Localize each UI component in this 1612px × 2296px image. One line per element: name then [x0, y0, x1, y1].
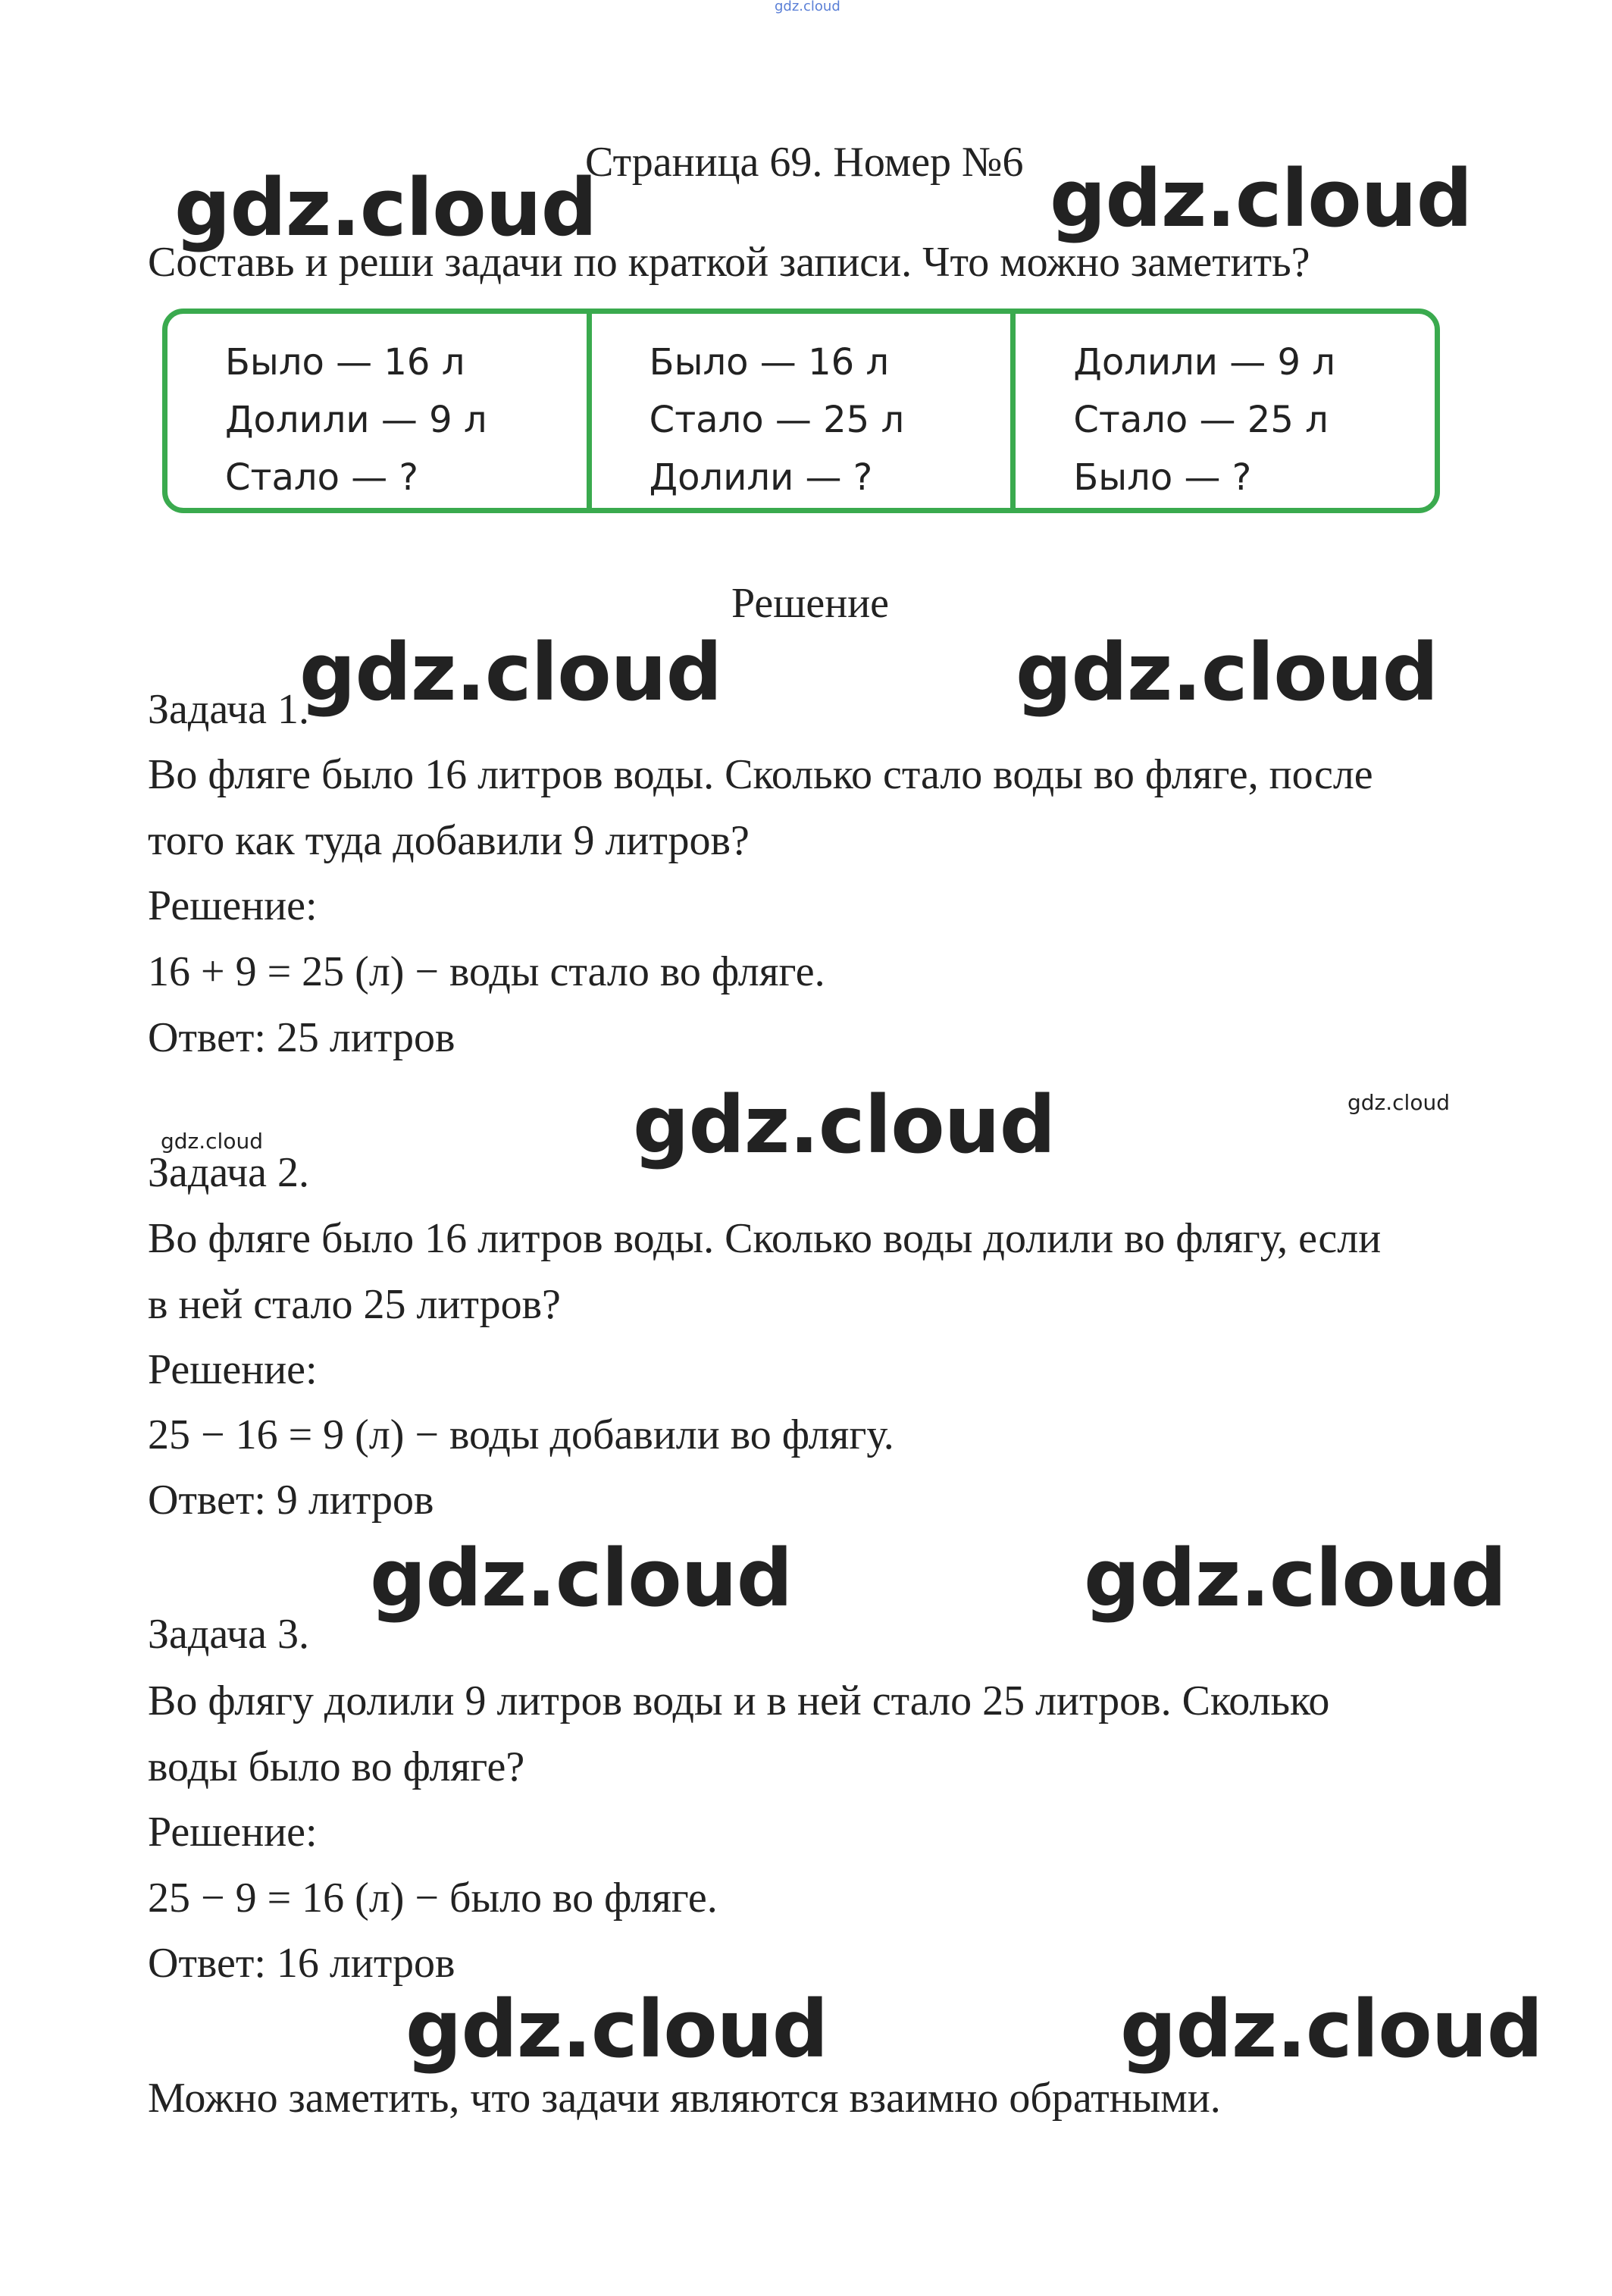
- task-2-answer: Ответ: 9 литров: [148, 1477, 434, 1524]
- watermark: gdz.cloud: [299, 626, 722, 719]
- task-3-answer: Ответ: 16 литров: [148, 1940, 455, 1987]
- watermark: gdz.cloud: [1050, 152, 1473, 245]
- watermark: gdz.cloud: [370, 1532, 793, 1624]
- watermark-small: gdz.cloud: [1348, 1090, 1450, 1115]
- task-1-solution-label: Решение:: [148, 882, 318, 929]
- note-line: Было — 16 л: [225, 341, 465, 384]
- watermark: gdz.cloud: [1120, 1983, 1543, 2075]
- note-line: Долили — 9 л: [225, 399, 487, 441]
- task-1-title: Задача 1.: [148, 686, 310, 733]
- watermark: gdz.cloud: [174, 161, 597, 254]
- watermark: gdz.cloud: [633, 1079, 1056, 1171]
- task-1-line: Во фляге было 16 литров воды. Сколько стало воды во фляге, после: [148, 751, 1373, 798]
- watermark-small: gdz.cloud: [161, 1129, 263, 1154]
- watermark: gdz.cloud: [1016, 626, 1438, 719]
- note-line: Стало — ?: [225, 456, 418, 499]
- watermark-top: gdz.cloud: [775, 0, 840, 14]
- task-2-line: Во фляге было 16 литров воды. Сколько воды долили во флягу, если: [148, 1215, 1382, 1262]
- task-3-solution-label: Решение:: [148, 1809, 318, 1856]
- note-line: Стало — 25 л: [1073, 399, 1329, 441]
- note-line: Долили — 9 л: [1073, 341, 1335, 384]
- solution-heading: Решение: [731, 580, 890, 627]
- task-2-title: Задача 2.: [148, 1149, 310, 1196]
- note-line: Стало — 25 л: [649, 399, 905, 441]
- task-3-title: Задача 3.: [148, 1611, 310, 1658]
- conclusion: Можно заметить, что задачи являются взаимно обратными.: [148, 2075, 1221, 2122]
- watermark: gdz.cloud: [405, 1983, 828, 2075]
- short-note-3: [1010, 314, 1435, 508]
- task-1-answer: Ответ: 25 литров: [148, 1014, 455, 1061]
- task-3-equation: 25 − 9 = 16 (л) − было во фляге.: [148, 1875, 718, 1922]
- task-3-line: Во флягу долили 9 литров воды и в ней стало 25 литров. Сколько: [148, 1677, 1330, 1724]
- note-line: Было — 16 л: [649, 341, 890, 384]
- task-2-line: в ней стало 25 литров?: [148, 1281, 561, 1328]
- note-line: Долили — ?: [649, 456, 873, 499]
- task-1-line: того как туда добавили 9 литров?: [148, 817, 750, 864]
- short-note-1: [167, 314, 587, 508]
- task-statement: Составь и реши задачи по краткой записи. Что можно заметить?: [148, 239, 1310, 286]
- note-line: Было — ?: [1073, 456, 1252, 499]
- task-2-solution-label: Решение:: [148, 1346, 318, 1393]
- watermark: gdz.cloud: [1084, 1532, 1507, 1624]
- short-notes-table: [162, 309, 1440, 513]
- page-title: Страница 69. Номер №6: [585, 139, 1024, 186]
- task-2-equation: 25 − 16 = 9 (л) − воды добавили во флягу.: [148, 1411, 894, 1458]
- task-3-line: воды было во фляге?: [148, 1743, 525, 1790]
- task-1-equation: 16 + 9 = 25 (л) − воды стало во фляге.: [148, 948, 825, 995]
- short-note-2: [587, 314, 1011, 508]
